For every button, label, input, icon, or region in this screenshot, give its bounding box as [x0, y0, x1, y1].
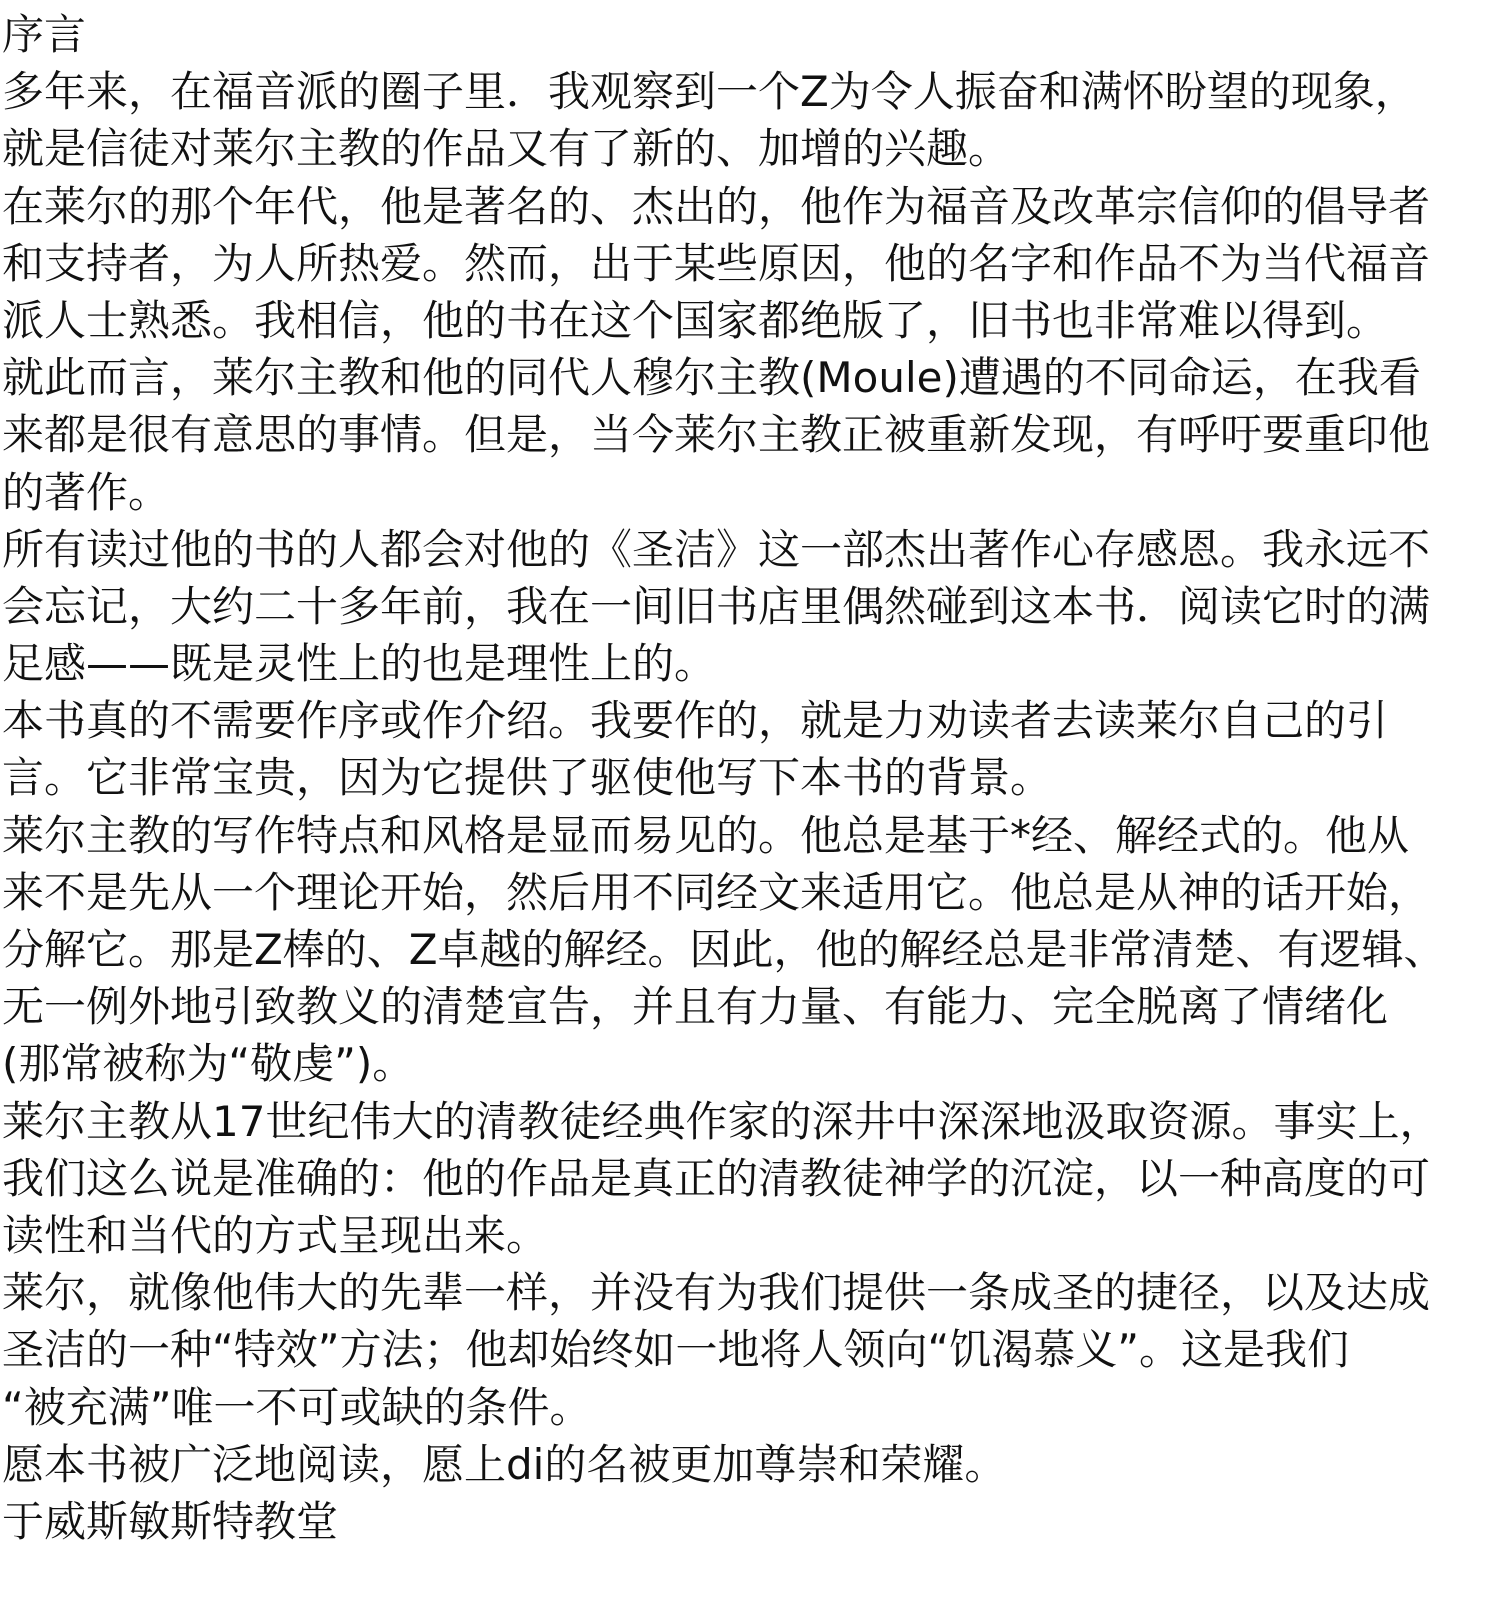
text-line: 读性和当代的方式呈现出来。 [2, 1210, 549, 1260]
text-line: 本书真的不需要作序或作介绍。我要作的，就是力劝读者去读莱尔自己的引 [2, 696, 1389, 746]
document-body [2, 6, 1496, 1550]
text-line: “被充满”唯一不可或缺的条件。 [2, 1382, 592, 1432]
text-line: 莱尔主教从17世纪伟大的清教徒经典作家的深井中深深地汲取资源。事实上， [2, 1096, 1442, 1146]
text-line: 来都是很有意思的事情。但是，当今莱尔主教正被重新发现，有呼吁要重印他 [2, 410, 1431, 460]
text-line: 来不是先从一个理论开始，然后用不同经文来适用它。他总是从神的话开始， [2, 867, 1431, 917]
text-line: 在莱尔的那个年代，他是著名的、杰出的，他作为福音及改革宗信仰的倡导者 [2, 181, 1431, 231]
text-line: 分解它。那是Z棒的、Z卓越的解经。因此，他的解经总是非常清楚、有逻辑、 [2, 925, 1446, 974]
text-line: 所有读过他的书的人都会对他的《圣洁》这一部杰出著作心存感恩。我永远不 [2, 524, 1431, 574]
text-line: 就是信徒对莱尔主教的作品又有了新的、加增的兴趣。 [2, 124, 1011, 174]
text-line: 派人士熟悉。我相信，他的书在这个国家都绝版了，旧书也非常难以得到。 [2, 295, 1389, 345]
text-line: 和支持者，为人所热爱。然而，出于某些原因，他的名字和作品不为当代福音 [2, 238, 1431, 288]
text-line: 莱尔，就像他伟大的先辈一样，并没有为我们提供一条成圣的捷径，以及达成 [2, 1268, 1431, 1318]
text-line: 的著作。 [2, 467, 171, 517]
text-line: 无一例外地引致教义的清楚宣告，并且有力量、有能力、完全脱离了情绪化 [2, 982, 1389, 1032]
text-line: 就此而言，莱尔主教和他的同代人穆尔主教(Moule)遭遇的不同命运，在我看 [2, 353, 1421, 403]
text-line: 莱尔主教的写作特点和风格是显而易见的。他总是基于*经、解经式的。他从 [2, 810, 1410, 860]
preface-title: 序言 [2, 10, 87, 59]
text-line: 圣洁的一种“特效”方法；他却始终如一地将人领向“饥渴慕义”。这是我们 [2, 1325, 1350, 1375]
text-line: 会忘记，大约二十多年前，我在一间旧书店里偶然碰到这本书．阅读它时的满 [2, 581, 1431, 631]
text-line: 言。它非常宝贵，因为它提供了驱使他写下本书的背景。 [2, 753, 1053, 803]
text-line: 足感——既是灵性上的也是理性上的。 [2, 639, 717, 689]
text-line: (那常被称为“敬虔”)。 [2, 1039, 415, 1089]
text-line: 多年来，在福音派的圈子里．我观察到一个Z为令人振奋和满怀盼望的现象， [2, 67, 1417, 117]
text-line: 愿本书被广泛地阅读，愿上di的名被更加尊崇和荣耀。 [2, 1439, 1007, 1489]
text-line: 我们这么说是准确的：他的作品是真正的清教徒神学的沉淀，以一种高度的可 [2, 1153, 1431, 1203]
signature-line: 于威斯敏斯特教堂 [2, 1496, 339, 1546]
